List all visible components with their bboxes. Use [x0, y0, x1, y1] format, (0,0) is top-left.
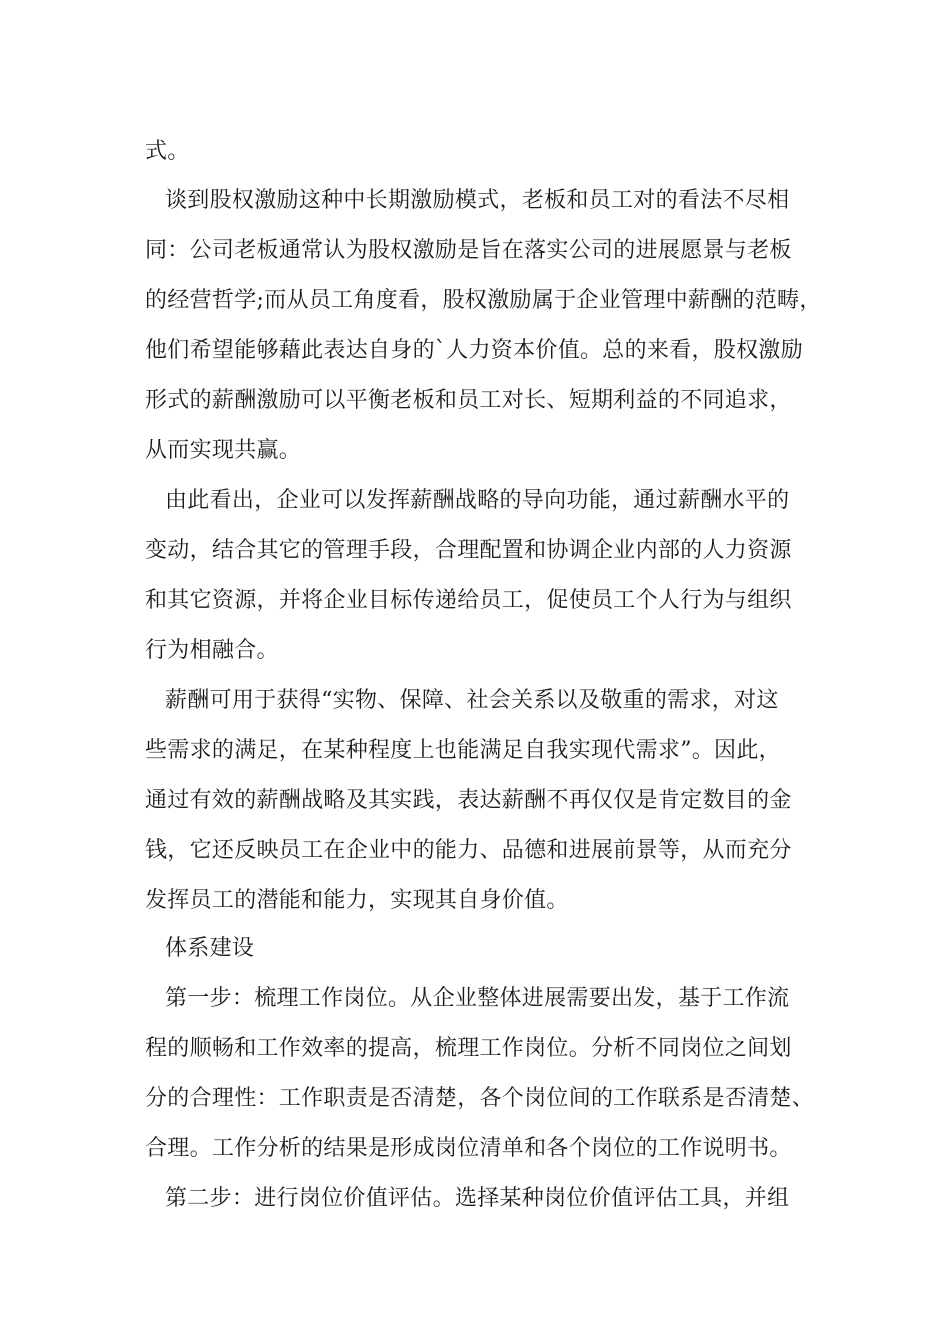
text-line-15: 钱，它还反映员工在企业中的能力、品德和进展前景等，从而充分	[145, 838, 792, 863]
text-line-20: 分的合理性：工作职责是否清楚，各个岗位间的工作联系是否清楚、	[145, 1086, 815, 1111]
text-line-18: 第一步：梳理工作岗位。从企业整体进展需要出发，基于工作流	[165, 986, 790, 1011]
text-line-13: 些需求的满足，在某种程度上也能满足自我实现代需求”。因此，	[145, 738, 781, 763]
text-line-7: 从而实现共赢。	[145, 438, 302, 463]
text-line-22: 第二步：进行岗位价值评估。选择某种岗位价值评估工具，并组	[165, 1186, 790, 1211]
text-line-21: 合理。工作分析的结果是形成岗位清单和各个岗位的工作说明书。	[145, 1136, 792, 1161]
text-line-4: 的经营哲学;而从员工角度看，股权激励属于企业管理中薪酬的范畴，	[145, 288, 822, 313]
text-line-19: 程的顺畅和工作效率的提高，梳理工作岗位。分析不同岗位之间划	[145, 1036, 792, 1061]
text-line-11: 行为相融合。	[145, 638, 279, 663]
text-line-14: 通过有效的薪酬战略及其实践，表达薪酬不再仅仅是肯定数目的金	[145, 788, 792, 813]
text-line-10: 和其它资源，并将企业目标传递给员工，促使员工个人行为与组织	[145, 588, 792, 613]
section-heading: 体系建设	[165, 936, 255, 961]
text-line-1: 式。	[145, 139, 190, 164]
text-line-9: 变动，结合其它的管理手段，合理配置和协调企业内部的人力资源	[145, 538, 792, 563]
text-line-8: 由此看出，企业可以发挥薪酬战略的导向功能，通过薪酬水平的	[165, 488, 790, 513]
text-line-2: 谈到股权激励这种中长期激励模式，老板和员工对的看法不尽相	[165, 188, 790, 213]
text-line-12: 薪酬可用于获得“实物、保障、社会关系以及敬重的需求，对这	[165, 688, 779, 713]
text-line-16: 发挥员工的潜能和能力，实现其自身价值。	[145, 888, 569, 913]
text-line-5: 他们希望能够藉此表达自身的`人力资本价值。总的来看，股权激励	[145, 338, 804, 363]
text-line-6: 形式的薪酬激励可以平衡老板和员工对长、短期利益的不同追求，	[145, 388, 792, 413]
text-line-3: 同：公司老板通常认为股权激励是旨在落实公司的进展愿景与老板	[145, 238, 792, 263]
